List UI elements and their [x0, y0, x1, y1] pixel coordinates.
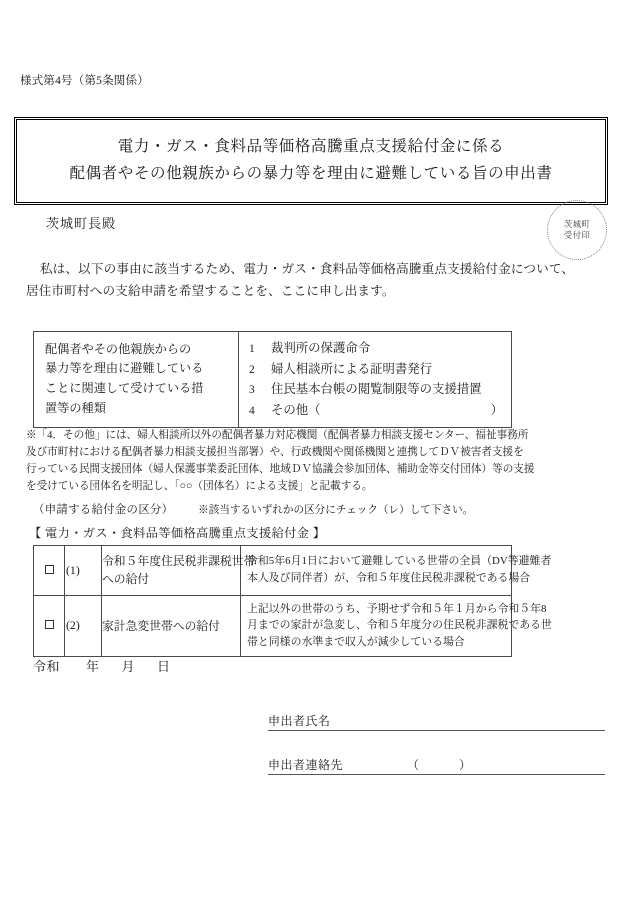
applicant-contact-label: 申出者連絡先 — [268, 758, 344, 772]
benefit-row-2-title — [102, 595, 241, 657]
category-instruction — [33, 501, 473, 517]
benefit-section-heading: 【 電力・ガス・食料品等価格高騰重点支援給付金 】 — [29, 526, 326, 540]
intro-paragraph — [26, 258, 606, 303]
stamp-line-1: 茨城町 — [563, 218, 591, 229]
benefit-row-2-description — [241, 595, 552, 657]
note-line-2: 及び市町村における配偶者暴力相談支援担当部署）や、行政機関や関係機関と連携してＤＶ被害者支援を — [26, 447, 524, 459]
applicant-name-label: 申出者氏名 — [268, 714, 331, 728]
measures-label-line-1: 配偶者やその他親族からの — [45, 341, 192, 356]
note-line-4: を受けている団体名を明記し、「○○（団体名）による支援」と記載する。 — [26, 481, 373, 493]
measures-label-line-2: 暴力等を理由に避難している — [45, 361, 204, 376]
measure-item-3[interactable] — [239, 379, 511, 400]
form-number: 様式第4号（第5条関係） — [20, 75, 149, 87]
benefit-checkbox-1-cell[interactable] — [34, 546, 65, 596]
benefit-row-1-title-line-2: への給付 — [102, 572, 150, 587]
era-label: 令和 — [33, 659, 61, 674]
measure-item-1-label: 裁判所の保護命令 — [271, 341, 371, 355]
benefit-row-2-desc-line-3: 帯と同様の水準まで収入が減少している場合 — [247, 636, 465, 649]
receipt-stamp-circle — [547, 200, 607, 260]
intro-line-1: 私は、以下の事由に該当するため、電力・ガス・食料品等価格高騰重点支援給付金について、 — [39, 262, 575, 276]
note-line-1: ※「4．その他」には、婦人相談所以外の配偶者暴力対応機関（配偶者暴力相談支援センター、福祉事務所 — [26, 430, 529, 441]
benefit-checkbox-2-cell[interactable] — [34, 595, 65, 657]
checkbox-icon[interactable] — [45, 620, 54, 629]
document-title-line-1: 電力・ガス・食料品等価格高騰重点支援給付金に係る — [117, 138, 505, 155]
measure-item-1[interactable] — [239, 338, 511, 359]
benefit-row-1-number: (1) — [65, 546, 102, 596]
stamp-line-2: 受付印 — [563, 230, 591, 240]
intro-line-2: 居住市町村への支給申請を希望することを、ここに申し出ます。 — [26, 284, 395, 299]
measure-item-4-wrap — [271, 400, 503, 420]
measures-items-cell — [239, 332, 512, 428]
benefit-row-2-desc-line-2: 月までの家計が急変し、令和５年度分の住民税非課税である世 — [247, 619, 552, 632]
applicant-name-field[interactable] — [268, 709, 605, 731]
measure-item-4-label: その他（ — [271, 402, 321, 417]
category-lead-label: （申請する給付金の区分） — [33, 504, 174, 516]
measure-item-2-number: 2 — [249, 363, 255, 376]
benefit-row-2-number: (2) — [65, 595, 102, 657]
measures-row — [34, 332, 512, 428]
benefit-row-2-desc-line-1: 上記以外の世帯のうち、予期せず令和５年１月から令和５年8 — [247, 602, 547, 615]
day-unit-label: 日 — [157, 659, 171, 674]
benefit-row-1-title — [102, 546, 256, 596]
measure-item-4-number: 4 — [249, 404, 255, 417]
measure-item-2[interactable] — [239, 359, 511, 380]
applicant-contact-paren: （ ） — [407, 758, 473, 772]
benefit-table — [33, 545, 552, 657]
benefit-table-row-2 — [34, 595, 512, 657]
measures-table — [33, 331, 512, 428]
benefit-row-1-description — [241, 546, 552, 596]
measure-item-4[interactable] — [239, 400, 511, 421]
benefit-row-1-desc-line-1: 令和5年6月1日において避難している世帯の全員（DV等避難者 — [247, 555, 552, 568]
measure-item-3-number: 3 — [249, 384, 255, 397]
document-title-line-2: 配偶者やその他親族からの暴力等を理由に避難している旨の申出書 — [69, 164, 553, 182]
measures-label-cell — [34, 332, 239, 428]
date-entry-line[interactable] — [33, 656, 171, 675]
note-line-3: 行っている民間支援団体（婦人保護事業委託団体、地域ＤＶ協議会参加団体、補助金等交付団体）等の支援 — [26, 464, 535, 476]
measures-label-line-4: 置等の種類 — [45, 401, 106, 416]
applicant-contact-field[interactable] — [268, 753, 605, 775]
checkbox-icon[interactable] — [45, 565, 54, 574]
measure-item-3-label: 住民基本台帳の閲覧制限等の支援措置 — [271, 382, 482, 397]
benefit-row-2-title-line-1: 家計急変世帯への給付 — [102, 618, 220, 633]
measures-label-line-3: ことに関連して受けている措 — [45, 381, 204, 396]
addressee: 茨城町長殿 — [46, 216, 117, 231]
year-unit-label: 年 — [86, 659, 100, 674]
benefit-row-1-desc-line-2: 本人及び同伴者）が、令和５年度住民税非課税である場合 — [247, 572, 531, 585]
benefit-table-row-1 — [34, 546, 512, 596]
document-title-box — [14, 117, 608, 205]
month-unit-label: 月 — [121, 659, 136, 674]
measure-item-4-close-paren: ） — [490, 402, 503, 417]
measure-item-2-label: 婦人相談所による証明書発行 — [271, 361, 433, 376]
category-sub-label: ※該当するいずれかの区分にチェック（レ）して下さい。 — [198, 505, 474, 516]
note-paragraph — [26, 427, 614, 496]
measure-item-1-number: 1 — [249, 343, 255, 355]
benefit-row-1-title-line-1: 令和５年度住民税非課税世帯 — [102, 554, 256, 568]
